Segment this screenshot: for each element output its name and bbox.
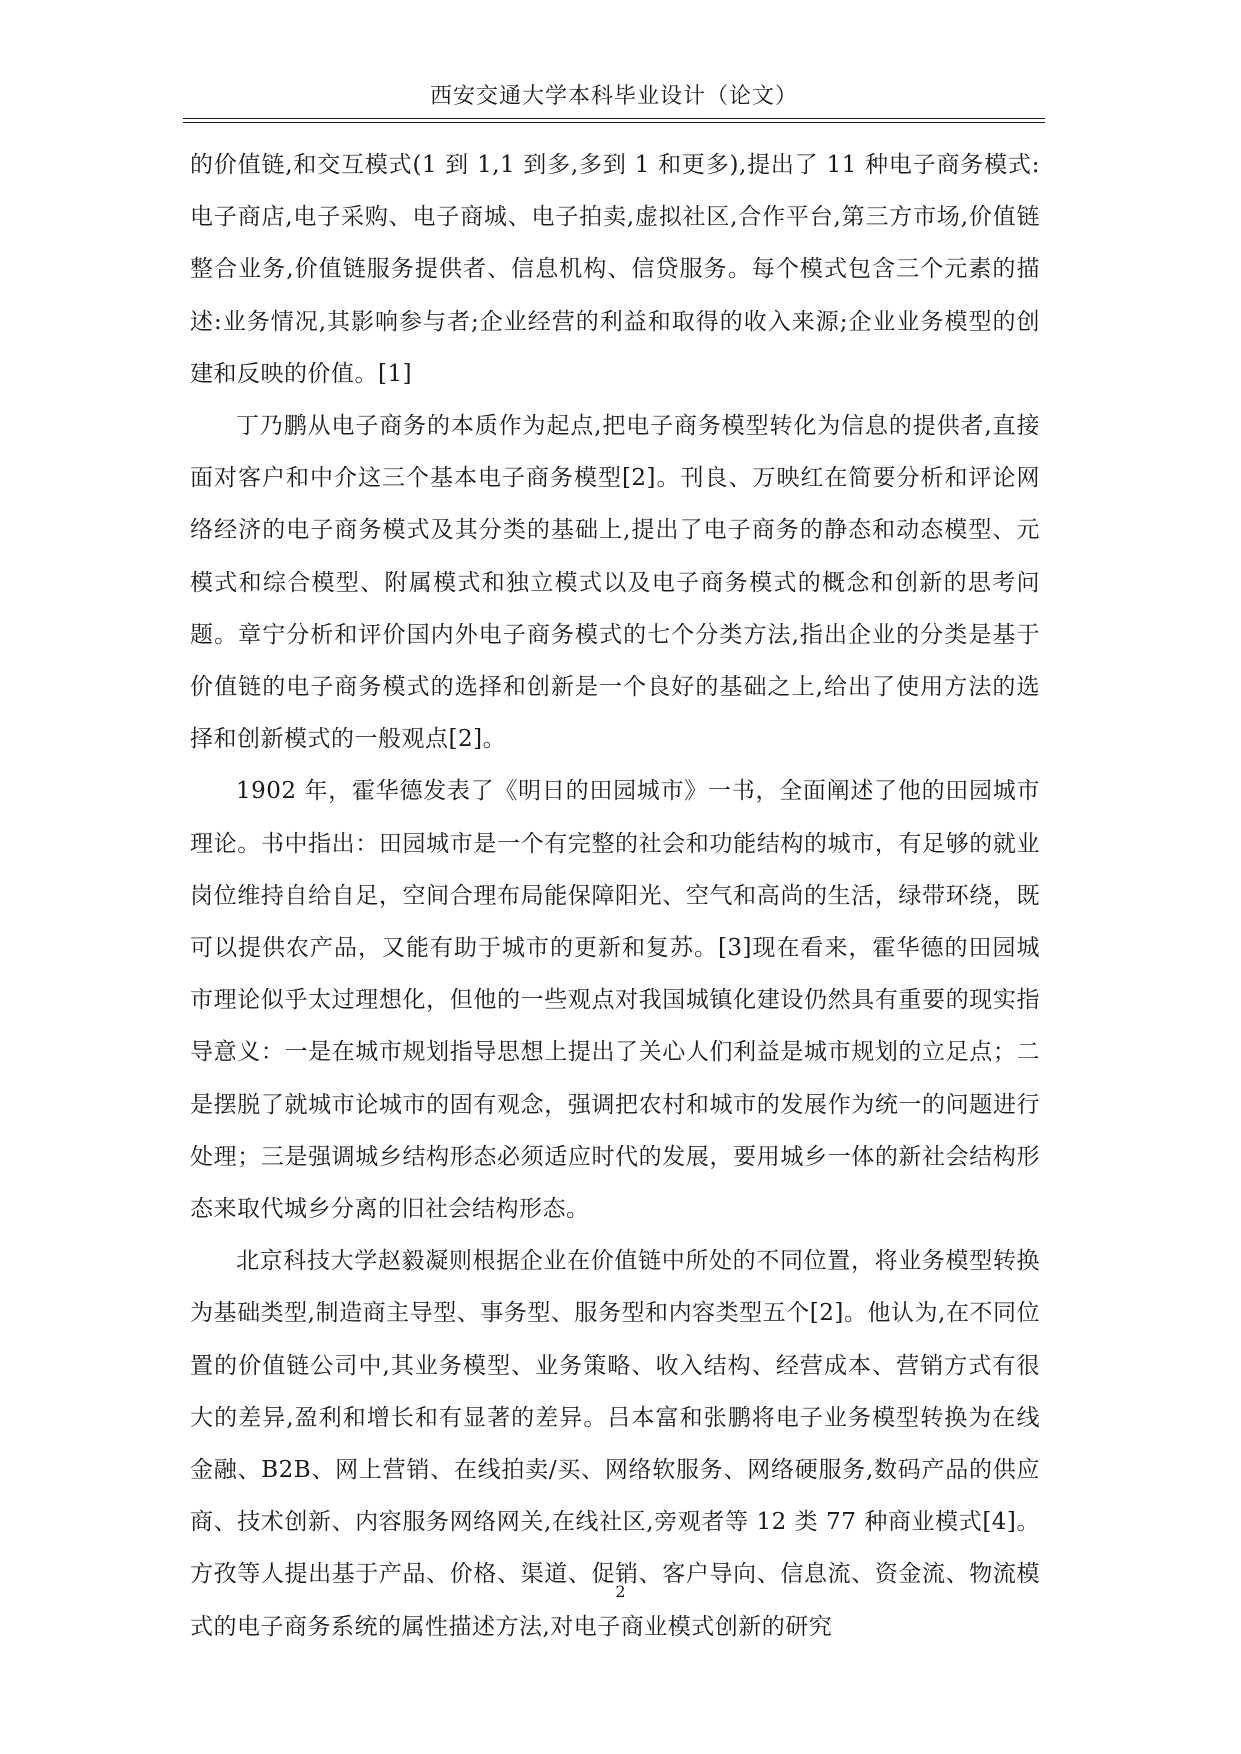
header-rule-thin [183,122,1045,123]
paragraph: 丁乃鹏从电子商务的本质作为起点,把电子商务模型转化为信息的提供者,直接面对客户和中介这三个基本电子商务模型[2]。刊良、万映红在简要分析和评论网络经济的电子商务模式及其分类的基础上,提出了电子商务的静态和动态模型、元模式和综合模型、附属模式和独立模式以及电子商务模式的概念和创新的思考问题。章宁分析和评价国内外电子商务模式的七个分类方法,指出企业的分类是基于价值链的电子商务模式的选择和创新是一个良好的基础之上,给出了使用方法的选择和创新模式的一般观点[2]。 [190,413,1040,753]
paragraph: 北京科技大学赵毅凝则根据企业在价值链中所处的不同位置，将业务模型转换为基础类型,制造商主导型、事务型、服务型和内容类型五个[2]。他认为,在不同位置的价值链公司中,其业务模型、业务策略、收入结构、经营成本、营销方式有很大的差异,盈利和增长和有显著的差异。吕本富和张鹏将电子业务模型转换为在线金融、B2B、网上营销、在线拍卖/买、网络软服务、网络硬服务,数码产品的供应商、技术创新、内容服务网络网关,在线社区,旁观者等 12 类 77 种商业模式[4]。方孜等人提出基于产品、价格、渠道、促销、客户导向、信息流、资金流、物流模式的电子商务系统的属性描述方法,对电子商业模式创新的研究 [190,1248,1040,1640]
paragraph: 1902 年，霍华德发表了《明日的田园城市》一书，全面阐述了他的田园城市理论。书中指出：田园城市是一个有完整的社会和功能结构的城市，有足够的就业岗位维持自给自足，空间合理布局能保障阳光、空气和高尚的生活，绿带环绕，既可以提供农产品，又能有助于城市的更新和复苏。[3]现在看来，霍华德的田园城市理论似乎太过理想化，但他的一些观点对我国城镇化建设仍然具有重要的现实指导意义：一是在城市规划指导思想上提出了关心人们利益是城市规划的立足点；二是摆脱了就城市论城市的固有观念，强调把农村和城市的发展作为统一的问题进行处理；三是强调城乡结构形态必须适应时代的发展，要用城乡一体的新社会结构形态来取代城乡分离的旧社会结构形态。 [190,778,1040,1223]
body-text [190,139,1040,1653]
page-header-title: 西安交通大学本科毕业设计（论文） [429,84,798,109]
header-rule [183,118,1045,119]
paragraph: 的价值链,和交互模式(1 到 1,1 到多,多到 1 和更多),提出了 11 种电子商务模式:电子商店,电子采购、电子商城、电子拍卖,虚拟社区,合作平台,第三方市场,价值链整合业务,价值链服务提供者、信息机构、信贷服务。每个模式包含三个元素的描述:业务情况,其影响参与者;企业经营的利益和取得的收入来源;企业业务模型的创建和反映的价值。[1] [190,152,1040,387]
page-number: 2 [615,1582,626,1601]
